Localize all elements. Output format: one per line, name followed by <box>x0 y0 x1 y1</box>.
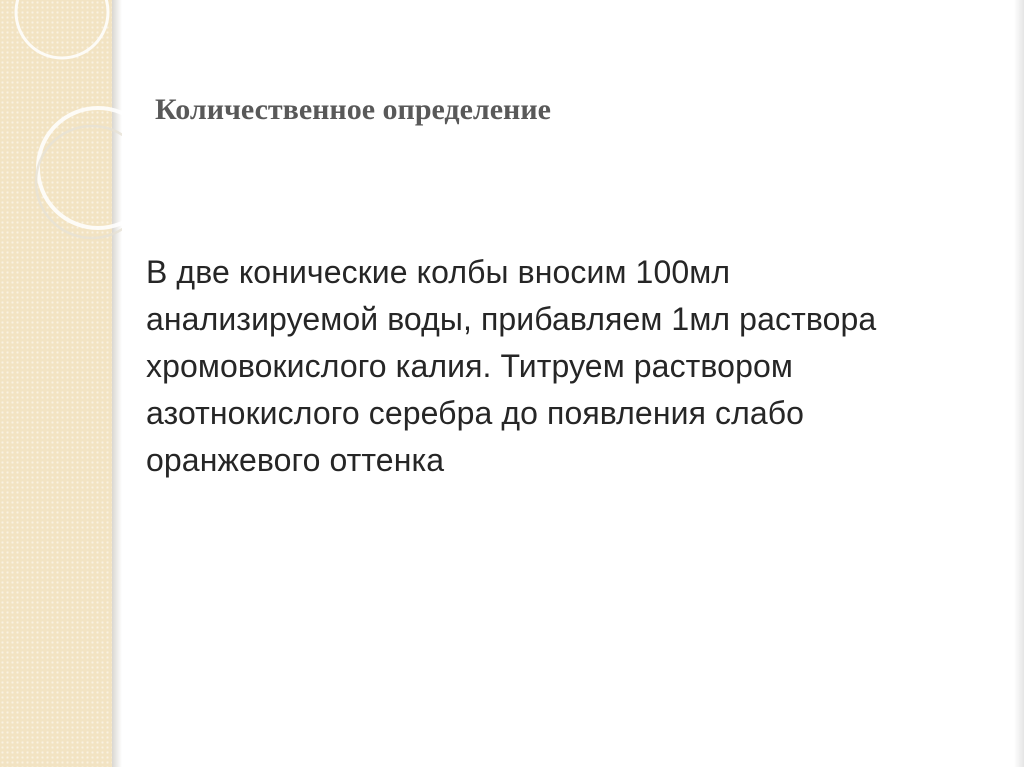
body-line: анализируемой воды, прибавляем 1мл раствора <box>146 301 877 337</box>
body-line: В две конические колбы вносим 100мл <box>146 254 731 290</box>
ring-top <box>16 0 108 58</box>
right-edge-shadow <box>1014 0 1024 767</box>
slide-body-text <box>146 249 966 484</box>
ring-middle <box>38 108 122 228</box>
body-line: азотнокислого серебра до появления слабо <box>146 395 805 431</box>
ring-bottom <box>36 126 122 238</box>
decorative-rings <box>0 0 122 260</box>
body-line: хромовокислого калия. Титруем раствором <box>146 348 793 384</box>
slide-title: Количественное определение <box>155 93 551 126</box>
body-line: оранжевого оттенка <box>146 442 445 478</box>
